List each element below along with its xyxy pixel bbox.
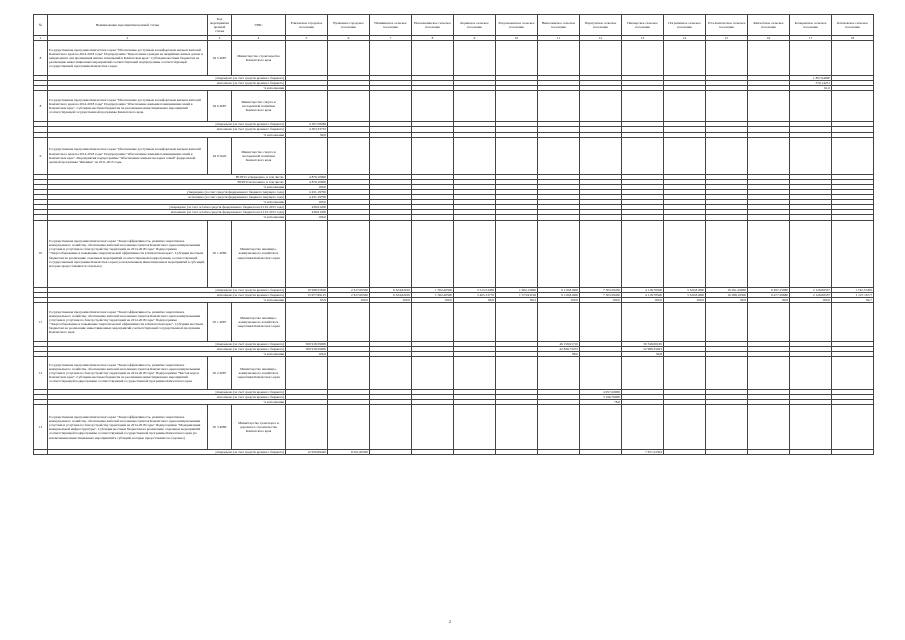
amount-value: 100,0 [622,297,664,302]
amount-value [538,450,580,455]
column-number: 17 [790,36,832,41]
empty-cell [454,357,496,390]
empty-cell [286,357,328,390]
empty-cell [748,41,790,76]
amount-value: 4 431,19700 [286,189,328,194]
empty-cell [580,41,622,76]
amount-value: 7 303,59450 [580,287,622,292]
empty-cell [790,91,832,122]
column-number: 15 [706,36,748,41]
program-code: 04 5 4087 [208,41,232,76]
empty-cell [748,405,790,450]
empty-cell [622,302,664,341]
empty-cell [622,41,664,76]
program-description: Государственная программа Камчатского края "Обеспечение доступным и комфортным жильем жителей Камчатского края на 2014-2018 годы" Подпрограмма "Переселение граждан из аварийных жилых домов и непригодных для проживания жилых помещений в Камчатском крае". Субсидии местным бюджетам на реализацию инвестиционных мероприятий соответствующей подпрограммы соответствующей государственной программы Камчатского края. [48,41,208,76]
empty-cell [832,41,874,76]
empty-cell [790,137,832,174]
program-row [34,137,874,174]
amount-value: 4 876,10900 [286,174,328,179]
empty-cell [832,91,874,122]
column-number: 5 [286,36,328,41]
amount-value: 2 617,00500 [328,287,370,292]
column-number: 4 [232,36,286,41]
amount-value: 3 320,81000 [664,287,706,292]
amount-value: 93,9 [286,297,328,302]
empty-cell [748,220,790,287]
amount-value: 9 497,25080 [748,287,790,292]
amount-value: 90,8 [622,351,664,356]
empty-cell [328,357,370,390]
amount-value [790,450,832,455]
row-number: 8 [34,41,48,76]
grbs-name: Министерство транспорта и дорожного строительства Камчатского края [232,405,286,450]
empty-cell [832,405,874,450]
column-number: 6 [328,36,370,41]
column-number: 9 [454,36,496,41]
amount-value: 2 126,06337 [790,287,832,292]
amount-label: утверждено (за счет остатка средств федерального бюджета на 01.01.2015 года) [48,205,286,210]
row-number: 8 [34,91,48,122]
budget-table [33,14,874,455]
amount-value: 4 057,20000 [580,390,622,395]
column-header: № [34,15,48,36]
column-header: Новоавачинское сельское поселение [412,15,454,36]
empty-cell [286,137,328,174]
empty-cell [790,405,832,450]
amount-value: 1 857,94000 [790,76,832,81]
amount-value: 3 405,13770 [454,292,496,297]
amount-value: 1 562,40500 [412,287,454,292]
amount-label: утверждено (за счет средств краевого бюджета) [48,450,286,455]
amount-value: 4 118,76500 [622,287,664,292]
empty-cell [34,450,48,455]
amount-value: 9 119,81000 [538,292,580,297]
amount-value [412,450,454,455]
amount-value [580,450,622,455]
amount-value: 96,9 [454,297,496,302]
empty-cell [412,41,454,76]
program-description: Государственная программа Камчатского края "Энергоэффективность, развитие энергетики и коммунального хозяйства, обеспечение жителей населенных пунктов Камчатского края коммунальными услугами и услугами по благоустройству территорий на 2014-2018 годы" Подпрограмма "Энергосбережение и повышение энергетической эффективности в Камчатском крае". Субсидии местным бюджетам на реализацию инвестиционных мероприятий соответствующей государственной программы Камчатского края [48,302,208,341]
empty-cell [286,91,328,122]
empty-cell [538,220,580,287]
row-number: 13 [34,405,48,450]
grbs-name: Министерство спорта и молодежной политики Камчатского края [232,91,286,122]
amount-value: 100,0 [538,297,580,302]
program-row [34,302,874,341]
amount-label: % исполнения [48,297,286,302]
empty-cell [412,220,454,287]
row-number: 12 [34,357,48,390]
empty-cell [664,302,706,341]
empty-cell [454,137,496,174]
empty-cell [370,357,412,390]
empty-cell [412,357,454,390]
row-number: 11 [34,302,48,341]
empty-cell [664,137,706,174]
program-description: Государственная программа Камчатского края "Энергоэффективность, развитие энергетики и коммунального хозяйства, обеспечение жителей населенных пунктов Камчатского края коммунальными услугами и услугами по благоустройству территорий на 2014-2018 годы" Подпрограмма "Энергосбережение и повышение энергетической эффективности в Камчатском крае". Субсидии местным бюджетам на реализацию отдельных мероприятий соответствующей подпрограммы соответствующей государственной программы Камчатского края (за исключением инвестиционных мероприятий в субсидий, которые предоставляются отдельно) [48,220,208,287]
amount-value [832,450,874,455]
empty-cell [622,220,664,287]
column-header: Код мероприятия целевой статьи [208,15,232,36]
column-number: 3 [208,36,232,41]
amount-label: исполнено (за счет остатка средств федерального бюджета на 01.01.2015 года) [48,210,286,215]
grbs-name: Министерство спорта и молодежной политики Камчатского края [232,137,286,174]
amount-value: 1 742,5?402 [832,287,874,292]
empty-cell [370,137,412,174]
empty-cell [706,405,748,450]
amount-value: 12 950,69420 [286,450,328,455]
amount-value: 4 367,58280 [286,122,328,127]
amount-value: 7 303,59450 [580,292,622,297]
column-header: ГРБС [232,15,286,36]
empty-cell [370,405,412,450]
amount-label: % исполнения [48,184,286,189]
empty-cell [538,302,580,341]
empty-cell [580,302,622,341]
column-header: Паратунское сельское поселение [580,15,622,36]
amount-value [496,450,538,455]
column-number: 14 [664,36,706,41]
amount-value: 52 986,35923 [622,346,664,351]
amount-value: 100,0 [370,297,412,302]
column-number: 11 [538,36,580,41]
empty-cell [454,220,496,287]
table-body [34,41,874,455]
empty-cell [328,405,370,450]
empty-cell [370,302,412,341]
amount-value: 6 324,62010 [370,292,412,297]
report-page [33,14,872,455]
amount-value: 42 849,73472 [538,346,580,351]
empty-cell [412,302,454,341]
row-number: 9 [34,137,48,174]
column-header: Пограничное сельское поселение [664,15,706,36]
empty-cell [832,220,874,287]
amount-value: 16 291,29000 [706,287,748,292]
amount-value: 9 119,81000 [538,287,580,292]
amount-value: 100,0 [790,297,832,302]
empty-cell [832,357,874,390]
column-header: Ключевское сельское поселение [832,15,874,36]
empty-cell [664,41,706,76]
empty-cell [580,137,622,174]
amount-label: утверждено (за счет средств федерального бюджета текущего года) [48,189,286,194]
amount-value: 2 617,00500 [328,292,370,297]
program-code: 04 6 4087 [208,91,232,122]
empty-cell [706,137,748,174]
amount-label: % исполнения [48,215,286,220]
amount-value: 99,9 [706,297,748,302]
header-row [34,15,874,36]
amount-value: 64,7 [832,297,874,302]
amount-value [748,450,790,455]
program-row [34,405,874,450]
amount-value [454,450,496,455]
empty-cell [790,220,832,287]
empty-cell [790,357,832,390]
empty-cell [580,405,622,450]
amount-value: 3 196,70000 [580,395,622,400]
empty-cell [496,137,538,174]
amount-value [370,450,412,455]
grbs-name: Министерство жилищно-коммунального хозяйства и энергетики Камчатского края [232,302,286,341]
column-number: 12 [580,36,622,41]
amount-label: утверждено (за счет средств краевого бюджета) [48,341,286,346]
amount-label: % исполнения [48,351,286,356]
column-number: 2 [48,36,208,41]
amount-label: утверждено (за счет средств краевого бюджета) [48,390,286,395]
amount-value: 1 962,12690 [496,287,538,292]
amount-value: 1 562,40500 [412,292,454,297]
empty-cell [790,302,832,341]
amount-value: 9 477,29680 [748,292,790,297]
empty-cell [664,357,706,390]
empty-cell [328,41,370,76]
empty-cell [538,41,580,76]
column-number: 10 [496,36,538,41]
amount-label: % исполнения [48,200,286,205]
column-header: Николаевское сельское поселение [538,15,580,36]
amount-label: утверждено (за счет средств краевого бюджета) [48,287,286,292]
empty-cell [580,220,622,287]
empty-cell [748,357,790,390]
amount-value: 78,8 [580,400,622,405]
empty-cell [706,357,748,390]
amount-value: 80,2 [496,297,538,302]
column-number: 16 [748,36,790,41]
empty-cell [622,357,664,390]
empty-cell [832,137,874,174]
amount-label: исполнено (за счет средств краевого бюджета) [48,395,286,400]
amount-label: % исполнения [48,86,286,91]
amount-value: 8 021,60500 [328,450,370,455]
empty-cell [328,220,370,287]
empty-cell [496,41,538,76]
empty-cell [496,405,538,450]
amount-value [664,450,706,455]
amount-label: исполнено (за счет средств федерального бюджета текущего года) [48,195,286,200]
empty-cell [328,302,370,341]
empty-cell [496,302,538,341]
column-header: Раздольненское сельское поселение [496,15,538,36]
empty-cell [370,91,412,122]
amount-label: исполнено (за счет средств краевого бюджета) [48,127,286,132]
empty-cell [496,220,538,287]
amount-label: утверждено (за счет средств краевого бюджета) [48,122,286,127]
program-row [34,220,874,287]
amount-value: 100,0 [580,297,622,302]
amount-value: 15 977,99125 [286,292,328,297]
column-header: Корякское сельское поселение [454,15,496,36]
amount-value: 100,0 [412,297,454,302]
program-code: 05 3 4086 [208,405,232,450]
column-number: 1 [34,36,48,41]
column-header: Козыревское сельское поселение [790,15,832,36]
empty-cell [748,137,790,174]
empty-cell [622,405,664,450]
amount-value: 16 288,19500 [706,292,748,297]
amount-value: 579,14251 [790,81,832,86]
amount-value: 436,91200 [286,210,328,215]
amount-label: исполнено (за счет средств краевого бюджета) [48,292,286,297]
program-code: 05 1 4086 [208,220,232,287]
column-number: 18 [832,36,874,41]
amount-row [34,450,874,455]
amount-value: 309 918,59000 [286,346,328,351]
empty-cell [412,405,454,450]
amount-value: 436,91200 [286,205,328,210]
amount-label: % исполнения [48,400,286,405]
amount-value: 4 118,76500 [622,292,664,297]
amount-value: 59 349,00165 [622,341,664,346]
column-header: Елизовское городское поселение [286,15,328,36]
empty-cell [706,91,748,122]
empty-cell [538,137,580,174]
column-header: Наименование мероприятия целевой статьи [48,15,208,36]
empty-cell [538,405,580,450]
empty-cell [664,405,706,450]
amount-label: исполнено (за счет средств краевого бюджета) [48,346,286,351]
empty-cell [622,137,664,174]
amount-value: 99,8 [748,297,790,302]
amount-value: 100,0 [286,200,328,205]
empty-cell [706,302,748,341]
empty-cell [622,91,664,122]
empty-cell [748,91,790,122]
empty-cell [454,405,496,450]
amount-value [706,450,748,455]
program-code: 04 6 5020 [208,137,232,174]
empty-cell [706,220,748,287]
grbs-name: Министерство жилищно-коммунального хозяйства и энергетики Камчатского края [232,220,286,287]
amount-value: 100,0 [664,297,706,302]
amount-value: 16 998,55620 [286,287,328,292]
empty-cell [538,91,580,122]
program-description: Государственная программа Камчатского края "Энергоэффективность, развитие энергетики и коммунального хозяйства, обеспечение жителей населенных пунктов Камчатского края коммунальными услугами и услугами по благоустройству территорий на 2014-2018 годы" Подпрограмма "Модернизация коммунальной инфраструктуры". Субсидии местным бюджетам на реализацию отдельных мероприятий соответствующей подпрограммы соответствующей государственной программы Камчатского края (за исключением инвестиционных мероприятий в субсидий, которые предоставляются отдельно) [48,405,208,450]
program-description: Государственная программа Камчатского края "Энергоэффективность, развитие энергетики и коммунального хозяйства, обеспечение жителей населенных пунктов Камчатского края коммунальными услугами и услугами по благоустройству территорий на 2014-2018 годы" Подпрограмма "Чистая вода в Камчатском крае". Субсидии местным бюджетам на реализацию инвестиционных мероприятий соответствующей подпрограммы соответствующей государственной программы Камчатского края [48,357,208,390]
program-row [34,357,874,390]
grbs-name: Министерство строительства Камчатского края [232,41,286,76]
empty-cell [832,302,874,341]
empty-cell [664,220,706,287]
empty-cell [706,41,748,76]
column-header: Вулканное городское поселение [328,15,370,36]
column-header: Начикинское сельское поселение [370,15,412,36]
empty-cell [538,357,580,390]
empty-cell [370,41,412,76]
amount-value: 100,0 [286,215,328,220]
amount-value: 99,0 [286,132,328,137]
empty-cell [412,137,454,174]
empty-cell [370,220,412,287]
empty-cell [580,91,622,122]
empty-cell [328,91,370,122]
column-header: Пионерское сельское поселение [622,15,664,36]
amount-value: 2 126,06337 [790,292,832,297]
empty-cell [454,91,496,122]
amount-value: 3 515,53400 [454,287,496,292]
program-row [34,41,874,76]
amount-value: 100,0 [286,184,328,189]
amount-value: 88,0 [538,351,580,356]
empty-cell [328,137,370,174]
empty-cell [664,91,706,122]
empty-cell [286,220,328,287]
amount-label: исполнено (за счет средств краевого бюджета) [48,81,286,86]
empty-cell [286,41,328,76]
amount-value: 61,0 [790,86,832,91]
empty-cell [496,357,538,390]
empty-cell [748,302,790,341]
empty-cell [580,357,622,390]
amount-value: 1 573,93199 [496,292,538,297]
grbs-name: Министерство жилищно-коммунального хозяйства и энергетики Камчатского края [232,357,286,390]
amount-value: 3 320,81000 [664,292,706,297]
amount-value: 4 876,10900 [286,179,328,184]
column-header: Усть-Камчатское сельское поселение [706,15,748,36]
amount-value: 100,0 [286,351,328,356]
empty-cell [496,91,538,122]
empty-cell [286,405,328,450]
row-number: 10 [34,220,48,287]
column-header: Камчатское сельское поселение [748,15,790,36]
empty-cell [412,91,454,122]
program-code: 05 1 4087 [208,302,232,341]
page-number: 2 [449,619,451,624]
amount-label: % исполнения [48,132,286,137]
empty-cell [454,302,496,341]
amount-label: ВСЕГО исполнено, в том числе: [48,179,286,184]
amount-label: ВСЕГО утверждено, в том числе: [48,174,286,179]
program-description: Государственная программа Камчатского края "Обеспечение доступным и комфортным жильем жителей Камчатского края на 2014-2018 годы" Подпрограмма "Обеспечение жилыми помещениями семей в Камчатском крае". Мероприятия подпрограммы "Обеспечение жильем молодых семей" федеральной целевой программы "Жилище" на 2011-2015 годы. [48,137,208,174]
amount-value: 1 127,16??? [832,292,874,297]
program-code: 05 2 4087 [208,357,232,390]
amount-label: утверждено (за счет средств краевого бюджета) [48,76,286,81]
empty-cell [790,41,832,76]
column-number: 7 [370,36,412,41]
program-row [34,91,874,122]
amount-value: 7 657,22304 [622,450,664,455]
amount-value: 6 324,62010 [370,287,412,292]
empty-cell [286,302,328,341]
amount-value: 4 431,19700 [286,195,328,200]
amount-value: 4 303,33733 [286,127,328,132]
program-description: Государственная программа Камчатского края "Обеспечение доступным и комфортным жильем жителей Камчатского края на 2014-2018 годы" Подпрограмма "Обеспечение жилыми помещениями семей в Камчатском крае". Субсидии местным бюджетам на реализацию инвестиционных мероприятий соответствующей государственной программы Камчатского края. [48,91,208,122]
amount-value: 49 159,91710 [538,341,580,346]
amount-value: 100,0 [328,297,370,302]
empty-cell [454,41,496,76]
column-number: 13 [622,36,664,41]
amount-value: 309 918,59000 [286,341,328,346]
column-number: 8 [412,36,454,41]
